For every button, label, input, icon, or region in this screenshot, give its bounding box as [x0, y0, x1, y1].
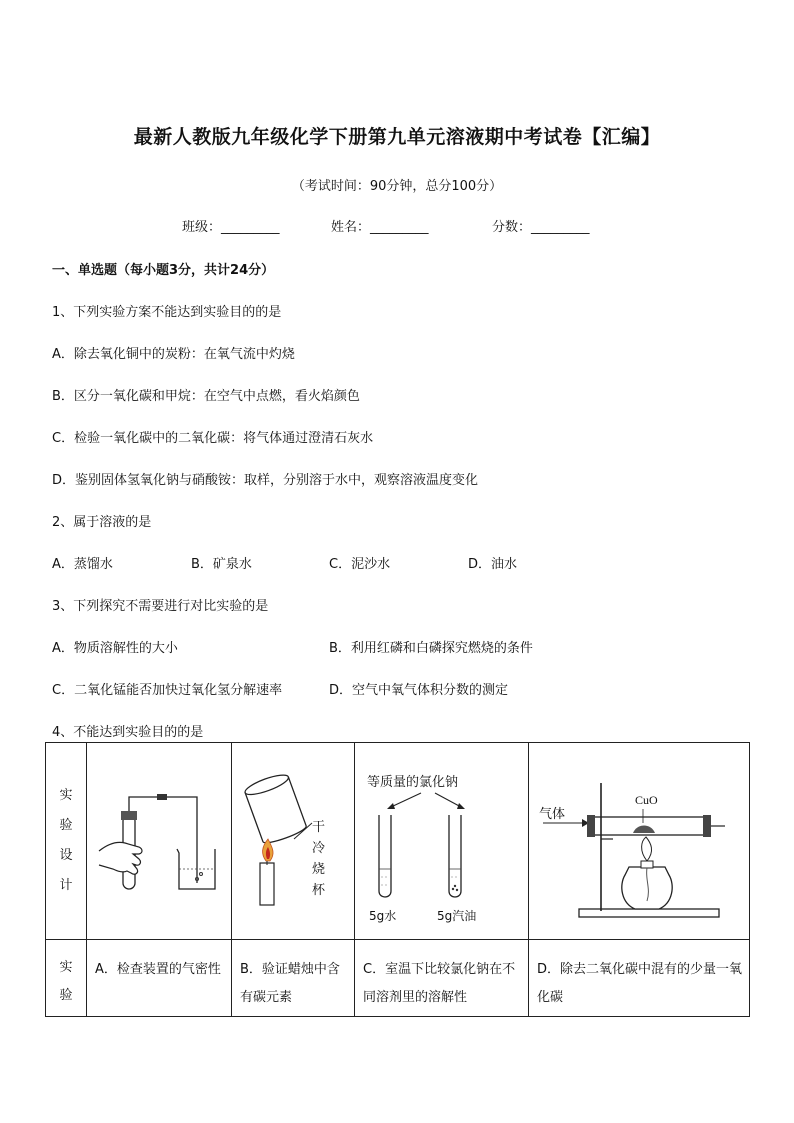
header-char: 计	[59, 878, 73, 893]
purpose-b-cell	[232, 940, 355, 1017]
purpose-d-text: D．除去二氧化碳中混有的少量一氧化碳	[537, 962, 743, 1005]
gas-inlet-label: 气体	[539, 807, 566, 822]
lamp-neck	[641, 861, 653, 868]
purpose-row	[46, 940, 750, 1017]
label-char: 杯	[312, 883, 326, 898]
undissolved-crystal	[454, 885, 456, 887]
figure-a-cell	[87, 743, 232, 940]
page-title: 最新人教版九年级化学下册第九单元溶液期中考试卷【汇编】	[133, 126, 661, 148]
gasoline-5g-label: 5g汽油	[437, 909, 477, 923]
arrow-left	[391, 793, 421, 807]
header-char: 验	[59, 988, 73, 1003]
purpose-row-header	[46, 940, 87, 1017]
arrow-right	[435, 793, 461, 807]
candle-apparatus	[232, 743, 355, 935]
name-field: 姓名：_________	[331, 220, 429, 235]
arrowhead-left	[387, 803, 395, 809]
arrowhead-right	[457, 803, 465, 809]
question-2-option-c: C．泥沙水	[329, 557, 391, 572]
hand-icon	[99, 842, 142, 874]
co-reduction-apparatus	[529, 743, 750, 935]
question-2-option-d: D．油水	[468, 557, 518, 572]
purpose-c-cell	[355, 940, 529, 1017]
header-char: 设	[59, 848, 73, 863]
question-3-option-d: D．空气中氧气体积分数的测定	[329, 683, 509, 698]
question-1-stem: 1、下列实验方案不能达到实验目的的是	[52, 305, 282, 320]
question-1-option-b: B．区分一氧化碳和甲烷：在空气中点燃，看火焰颜色	[52, 389, 360, 404]
bubble	[200, 873, 203, 876]
dry-cold-beaker-label	[312, 817, 325, 901]
exam-subtitle: （考试时间：90分钟，总分100分）	[291, 179, 503, 194]
header-char: 实	[59, 960, 73, 975]
purpose-b-text: B．验证蜡烛中含有碳元素	[240, 962, 340, 1005]
figure-c-cell	[355, 743, 529, 940]
question-3-option-b: B．利用红磷和白磷探究燃烧的条件	[329, 641, 533, 656]
stand-base	[579, 909, 719, 917]
rubber-connector	[157, 794, 167, 800]
design-row-header	[46, 743, 87, 940]
class-field: 班级：_________	[182, 220, 280, 235]
tube-left	[129, 797, 157, 811]
question-1-option-d: D．鉴别固体氢氧化钠与硝酸铵：取样，分别溶于水中，观察溶液温度变化	[52, 473, 479, 488]
question-2-option-b: B．矿泉水	[191, 557, 252, 572]
left-stopper	[587, 815, 595, 837]
score-field: 分数：_________	[492, 220, 590, 235]
equal-mass-nacl-label: 等质量的氯化钠	[367, 775, 459, 790]
water-5g-label: 5g水	[369, 909, 397, 923]
question-4-stem: 4、不能达到实验目的的是	[52, 725, 204, 740]
label-char: 冷	[312, 841, 326, 856]
cuo-powder	[633, 826, 655, 834]
undissolved-crystal	[452, 888, 454, 890]
purpose-a-text: A．检查装置的气密性	[95, 962, 221, 977]
stopper	[121, 811, 137, 820]
label-char: 干	[312, 820, 326, 835]
label-pointer	[294, 823, 312, 839]
cuo-label: CuO	[635, 793, 658, 807]
purpose-d-cell	[529, 940, 750, 1017]
figure-d-cell	[529, 743, 750, 940]
question-1-option-c: C．检验一氧化碳中的二氧化碳：将气体通过澄清石灰水	[52, 431, 374, 446]
design-row	[46, 743, 750, 940]
test-tube-gasoline	[449, 815, 461, 897]
question-3-option-c: C．二氧化锰能否加快过氧化氢分解速率	[52, 683, 283, 698]
flame-icon	[642, 837, 652, 861]
header-char: 验	[59, 818, 73, 833]
header-char: 实	[59, 788, 73, 803]
purpose-a-cell	[87, 940, 232, 1017]
question-3-stem: 3、下列探究不需要进行对比实验的是	[52, 599, 269, 614]
question-1-option-a: A．除去氧化铜中的炭粉：在氧气流中灼烧	[52, 347, 295, 362]
right-stopper	[703, 815, 711, 837]
question-3-option-a: A．物质溶解性的大小	[52, 641, 178, 656]
section-heading: 一、单选题（每小题3分，共计24分）	[52, 263, 275, 278]
label-char: 烧	[312, 862, 326, 877]
airtightness-apparatus	[87, 743, 232, 935]
tube-right	[167, 797, 197, 883]
figure-b-cell	[232, 743, 355, 940]
beaker-rim	[243, 771, 290, 798]
question-2-option-a: A．蒸馏水	[52, 557, 113, 572]
purpose-c-text: C．室温下比较氯化钠在不同溶剂里的溶解性	[363, 962, 516, 1005]
candle	[260, 863, 274, 905]
undissolved-crystal	[456, 889, 458, 891]
experiment-table	[45, 742, 750, 1017]
question-2-stem: 2、属于溶液的是	[52, 515, 152, 530]
